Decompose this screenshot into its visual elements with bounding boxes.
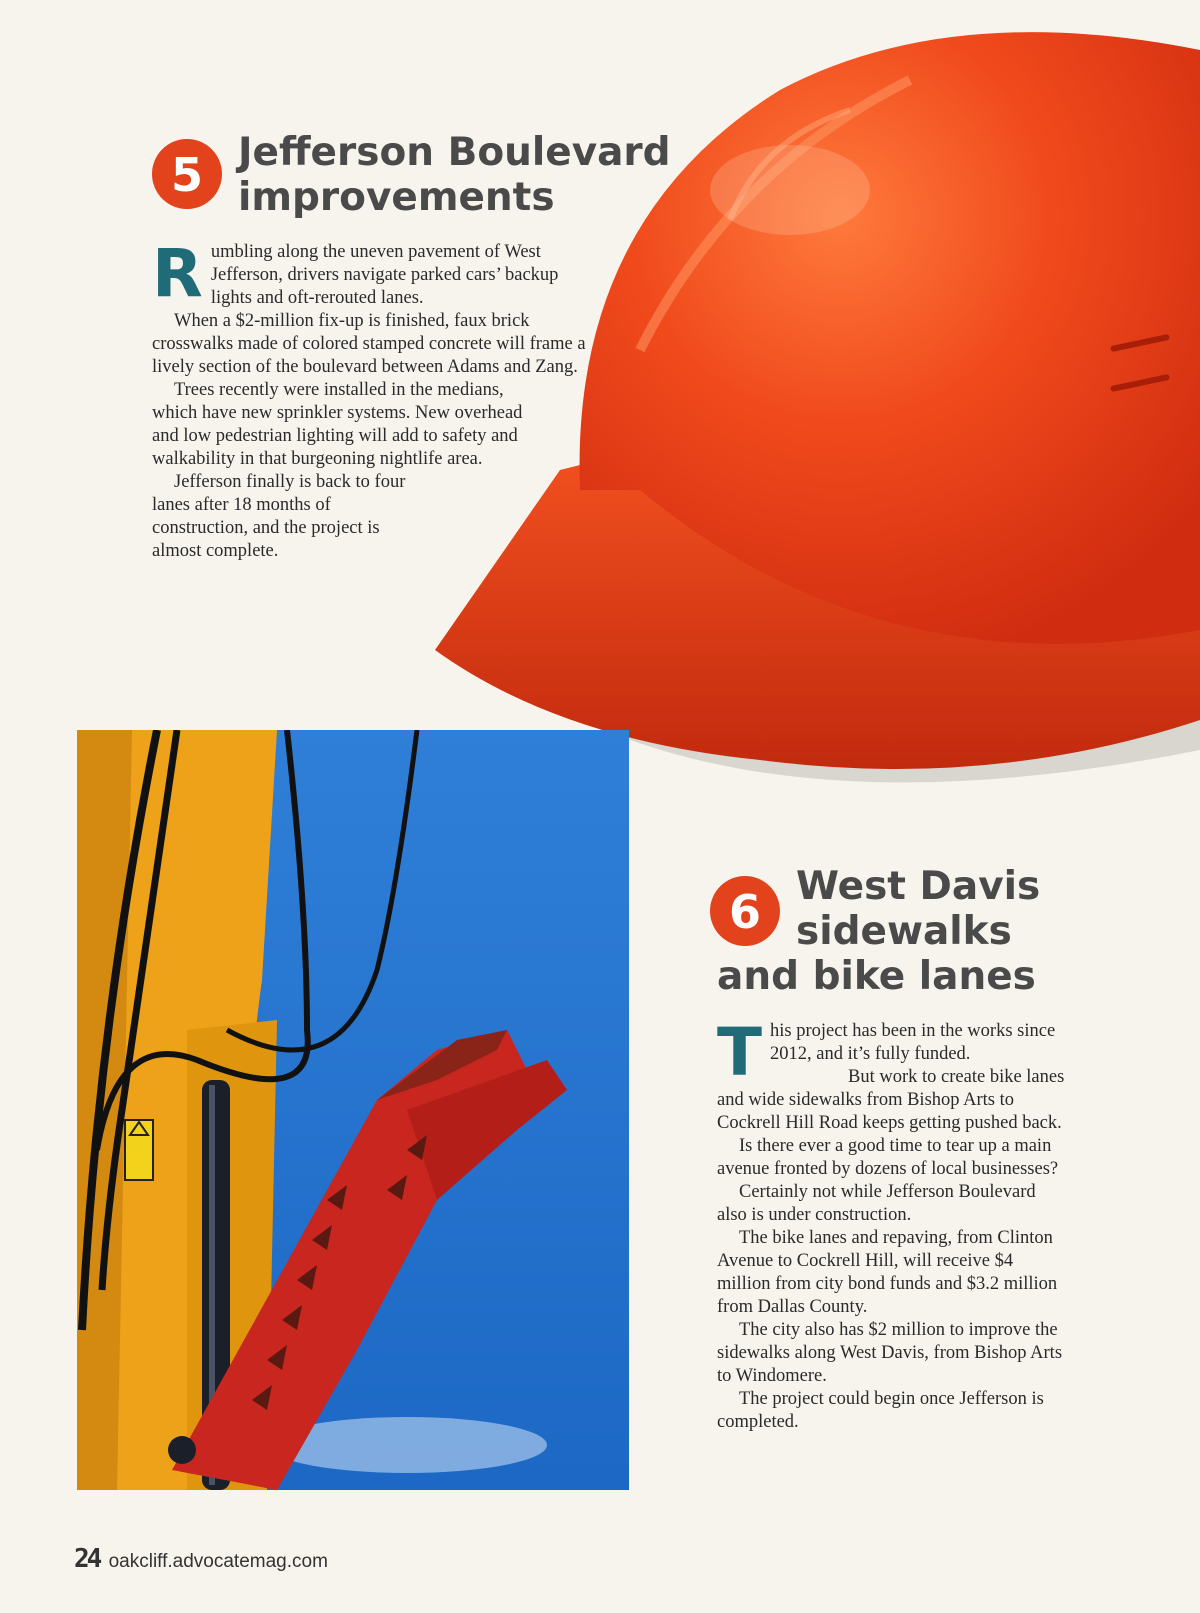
section-5-article-body: [152, 235, 590, 563]
section-5-heading-line1: Jefferson Boulevard: [238, 130, 671, 175]
section-5-paragraph: Jefferson finally is back to four lanes after 18 months of construction, and the project is almost complete.: [152, 472, 406, 561]
section-6-heading-line1: West Davis: [796, 864, 1041, 909]
section-6-paragraph: Certainly not while Jefferson Boulevard also is under construction.: [717, 1182, 1036, 1225]
section-6-article-body: [717, 1014, 1067, 1434]
section-6-number-badge: 6: [710, 876, 780, 946]
section-5-paragraph: When a $2-million fix-up is finished, faux brick crosswalks made of colored stamped concrete will frame a lively section of the boulevard between Adams and Zang.: [152, 311, 586, 377]
section-5-paragraph: [152, 235, 590, 312]
website-url[interactable]: oakcliff.advocatemag.com: [108, 1551, 328, 1572]
section-5-number-badge: 5: [152, 139, 222, 209]
section-5-paragraph: Trees recently were installed in the medians, which have new sprinkler systems. New overhead and low pedestrian lighting will add to safety and walkability in that burgeoning nightlife area.: [152, 380, 523, 469]
section-5-heading: [238, 130, 671, 220]
section-5-drop-cap: R: [152, 235, 203, 312]
section-6-paragraph: The bike lanes and repaving, from Clinton Avenue to Cockrell Hill, will receive $4 million from city bond funds and $3.2 million from Dallas County.: [717, 1228, 1058, 1317]
section-5-heading-line2: improvements: [238, 175, 555, 220]
section-6-paragraph-text: his project has been in the works since 2012, and it’s fully funded.: [770, 1021, 1056, 1064]
section-6-heading-line2: sidewalks: [796, 909, 1012, 954]
section-6-paragraph: [717, 1014, 1067, 1091]
excavator-photo: [77, 730, 629, 1490]
section-6-drop-cap: T: [717, 1014, 763, 1091]
section-6-paragraph: The city also has $2 million to improve the sidewalks along West Davis, from Bishop Arts to Windomere.: [717, 1320, 1063, 1386]
section-5-paragraph-text: umbling along the uneven pavement of West Jefferson, drivers navigate parked cars’ backup lights and oft-rerouted lanes.: [210, 242, 559, 308]
page-footer: [74, 1544, 328, 1574]
section-6-heading: [717, 864, 1040, 999]
page-number: 24: [74, 1544, 100, 1574]
section-6-heading-line3: and bike lanes: [717, 954, 1036, 999]
section-6-paragraph: The project could begin once Jefferson is completed.: [717, 1389, 1044, 1432]
section-6-paragraph: Is there ever a good time to tear up a main avenue fronted by dozens of local businesses?: [717, 1136, 1059, 1179]
section-6-paragraph: But work to create bike lanes and wide sidewalks from Bishop Arts to Cockrell Hill Road keeps getting pushed back.: [717, 1067, 1065, 1133]
